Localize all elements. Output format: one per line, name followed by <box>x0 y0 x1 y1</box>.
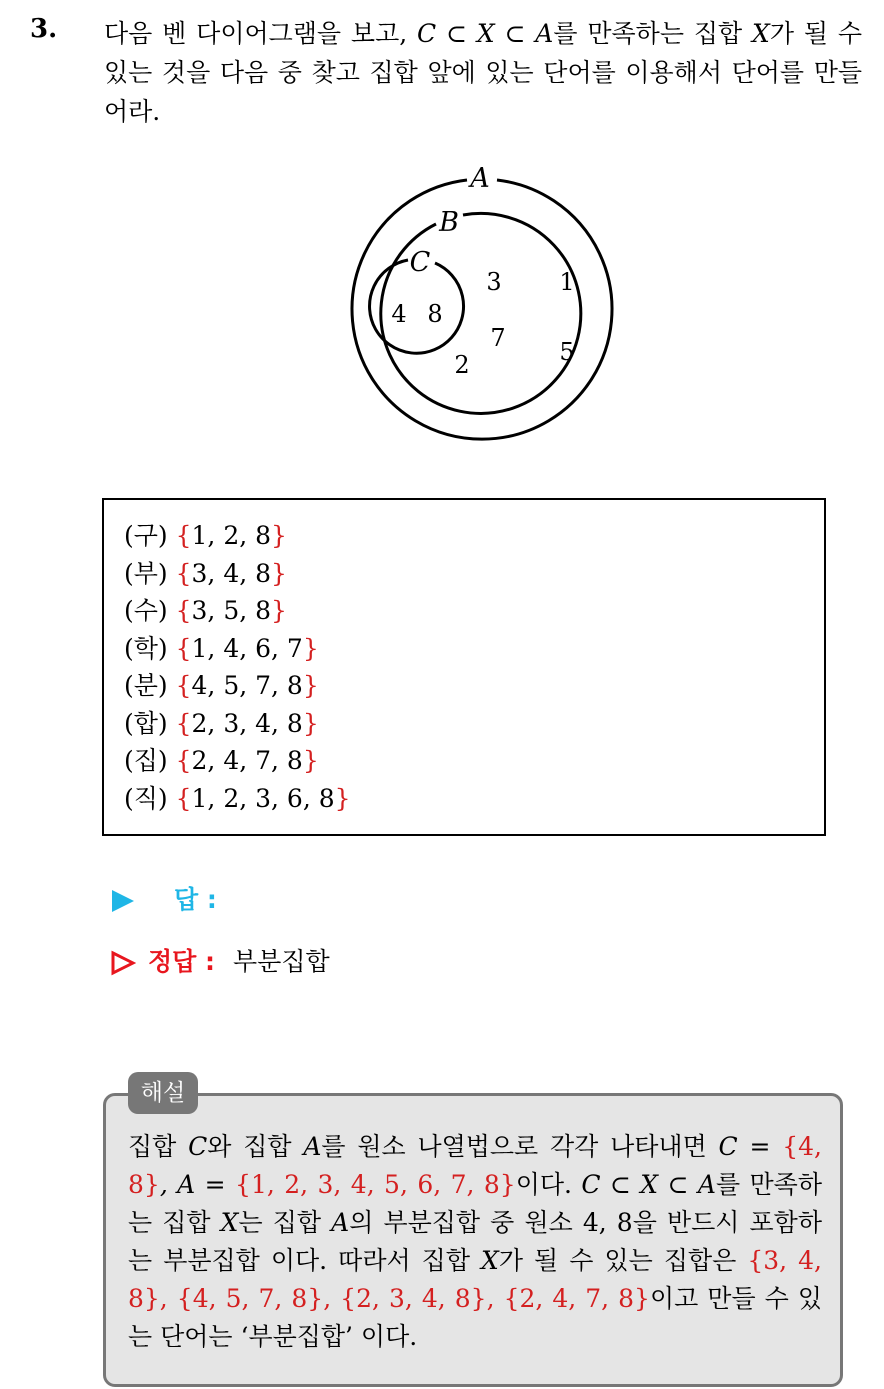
option-item <box>124 743 319 779</box>
play-triangle-icon <box>110 888 136 914</box>
set-brace: } <box>271 596 287 625</box>
set-brace: } <box>302 634 319 663</box>
set-brace: } <box>302 671 319 700</box>
set-brace: } <box>271 521 287 550</box>
expl-var: A <box>331 1208 350 1237</box>
element-7: 7 <box>490 324 506 352</box>
question-text-part: 다음 벤 다이어그램을 보고, <box>104 19 418 48</box>
set-brace: { <box>175 559 192 588</box>
expl-text-part: 를 만족하는 집합 <box>128 1170 822 1237</box>
set-brace: } <box>271 559 287 588</box>
expl-text-part: 집합 <box>128 1132 189 1161</box>
expl-var: , A = <box>159 1170 236 1199</box>
option-set: 2, 4, 7, 8 <box>191 746 303 775</box>
question-text-part: 를 만족하는 집합 <box>553 19 752 48</box>
expl-var: X <box>481 1246 499 1275</box>
option-label: (수) <box>124 596 168 625</box>
option-label: (직) <box>124 784 168 813</box>
expl-set: {4, 8} <box>128 1132 822 1199</box>
set-b-label: B <box>439 207 459 238</box>
expl-var: C <box>188 1132 208 1161</box>
answer-row <box>110 880 217 920</box>
option-item <box>124 781 351 817</box>
expl-text-part: 이다. <box>515 1170 582 1199</box>
expl-text-part: 와 집합 <box>207 1132 304 1161</box>
set-brace: } <box>302 746 319 775</box>
option-label: (구) <box>124 521 168 550</box>
element-3: 3 <box>486 268 502 296</box>
option-item <box>124 668 319 704</box>
option-set: 4, 5, 7, 8 <box>191 671 303 700</box>
set-brace: } <box>334 784 351 813</box>
element-8: 8 <box>427 300 443 328</box>
question-var-x: X <box>752 19 770 48</box>
expl-text-part: 이고 만들 수 있는 단어는 ‘부분집합’ 이다. <box>128 1284 822 1351</box>
option-item <box>124 706 319 742</box>
element-5: 5 <box>559 338 575 366</box>
expl-var: A <box>303 1132 322 1161</box>
set-brace: { <box>175 709 192 738</box>
question-condition: C ⊂ X ⊂ A <box>417 19 554 48</box>
option-label: (합) <box>124 709 168 738</box>
option-item <box>124 556 287 592</box>
question-text-part: 가 될 수 있는 것을 다음 중 찾고 집합 앞에 있는 단어를 이용해서 단어를 만들어라. <box>104 19 862 126</box>
option-set: 3, 4, 8 <box>191 559 272 588</box>
explanation-tag: 해설 <box>128 1072 198 1114</box>
venn-diagram <box>340 160 630 450</box>
expl-sets: {3, 4, 8}, {4, 5, 7, 8}, {2, 3, 4, 8}, {2, 4, 7, 8} <box>128 1246 822 1313</box>
set-brace: { <box>175 784 192 813</box>
expl-text-part: 를 원소 나열법으로 각각 나타내면 <box>321 1132 719 1161</box>
expl-condition: C ⊂ X ⊂ A <box>581 1170 716 1199</box>
correct-answer-value: 부분집합 <box>233 947 330 976</box>
set-brace: { <box>175 671 192 700</box>
set-brace: { <box>175 746 192 775</box>
expl-text-part: 는 집합 <box>238 1208 332 1237</box>
option-set: 1, 4, 6, 7 <box>191 634 303 663</box>
option-set: 2, 3, 4, 8 <box>191 709 303 738</box>
option-set: 1, 2, 3, 6, 8 <box>191 784 335 813</box>
expl-var: C = <box>718 1132 783 1161</box>
expl-text-part: 가 될 수 있는 집합은 <box>498 1246 748 1275</box>
outline-triangle-icon <box>110 950 136 976</box>
question-number: 3. <box>30 14 58 44</box>
option-label: (학) <box>124 634 168 663</box>
option-set: 1, 2, 8 <box>191 521 272 550</box>
set-brace: { <box>175 596 192 625</box>
expl-set: {1, 2, 3, 4, 5, 6, 7, 8} <box>235 1170 516 1199</box>
element-1: 1 <box>559 268 575 296</box>
element-2: 2 <box>454 351 470 379</box>
element-4: 4 <box>391 300 407 328</box>
answer-label: 답 : <box>174 885 217 914</box>
explanation-text <box>128 1128 822 1356</box>
option-label: (부) <box>124 559 168 588</box>
option-item <box>124 518 287 554</box>
correct-answer-label: 정답 : <box>148 947 216 976</box>
set-b-circle <box>381 213 581 413</box>
expl-var: X <box>220 1208 239 1237</box>
options-box <box>102 498 826 836</box>
expl-text-part: 의 부분집합 중 원소 4, 8을 반드시 포함하는 부분집합 이다. 따라서 집합 <box>128 1208 822 1275</box>
question-text <box>104 14 862 131</box>
option-label: (분) <box>124 671 168 700</box>
set-a-label: A <box>470 163 490 194</box>
option-item <box>124 593 287 629</box>
option-set: 3, 5, 8 <box>191 596 272 625</box>
correct-answer-row <box>110 942 330 982</box>
option-label: (집) <box>124 746 168 775</box>
option-item <box>124 631 319 667</box>
set-brace: } <box>302 709 319 738</box>
set-brace: { <box>175 521 192 550</box>
set-c-label: C <box>409 247 431 278</box>
set-brace: { <box>175 634 192 663</box>
